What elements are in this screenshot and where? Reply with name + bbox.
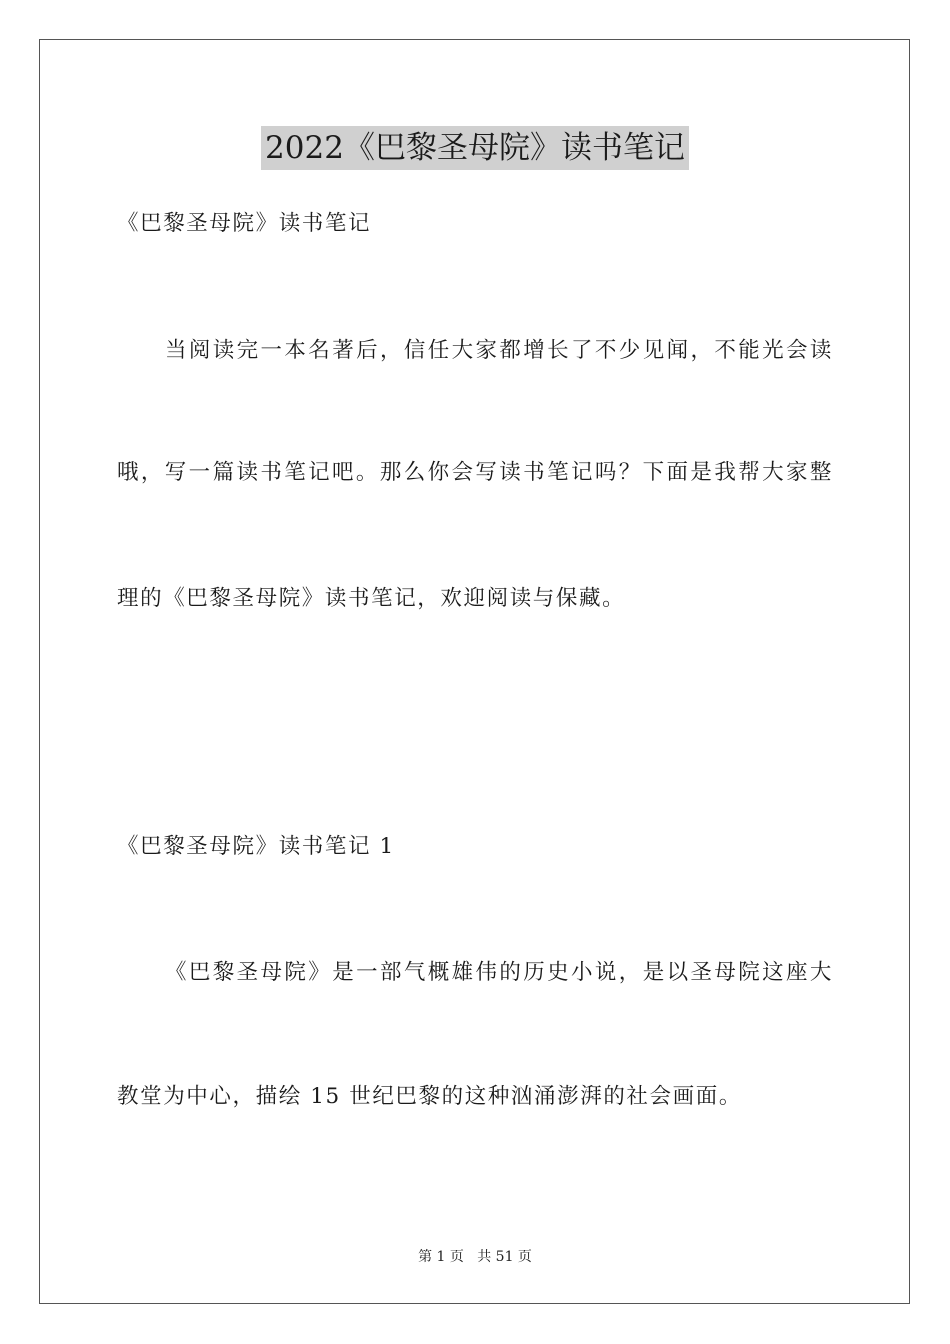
page-footer bbox=[0, 1247, 950, 1267]
paragraph-line: 教堂为中心，描绘 15 世纪巴黎的这种汹涌澎湃的社会画面。 bbox=[117, 1084, 742, 1109]
section-heading: 《巴黎圣母院》读书笔记 1 bbox=[117, 834, 395, 859]
paragraph-line: 《巴黎圣母院》是一部气概雄伟的历史小说，是以圣母院这座大 bbox=[165, 960, 833, 985]
subtitle-line: 《巴黎圣母院》读书笔记 bbox=[117, 211, 372, 236]
paragraph-line: 哦，写一篇读书笔记吧。那么你会写读书笔记吗？下面是我帮大家整 bbox=[117, 460, 833, 485]
page-number-label: 第 1 页 共 51 页 bbox=[418, 1249, 532, 1265]
paragraph-line: 当阅读完一本名著后，信任大家都增长了不少见闻，不能光会读 bbox=[165, 338, 833, 363]
paragraph-line: 理的《巴黎圣母院》读书笔记，欢迎阅读与保藏。 bbox=[117, 586, 626, 611]
title-container bbox=[0, 126, 950, 170]
document-title: 2022《巴黎圣母院》读书笔记 bbox=[261, 126, 689, 170]
